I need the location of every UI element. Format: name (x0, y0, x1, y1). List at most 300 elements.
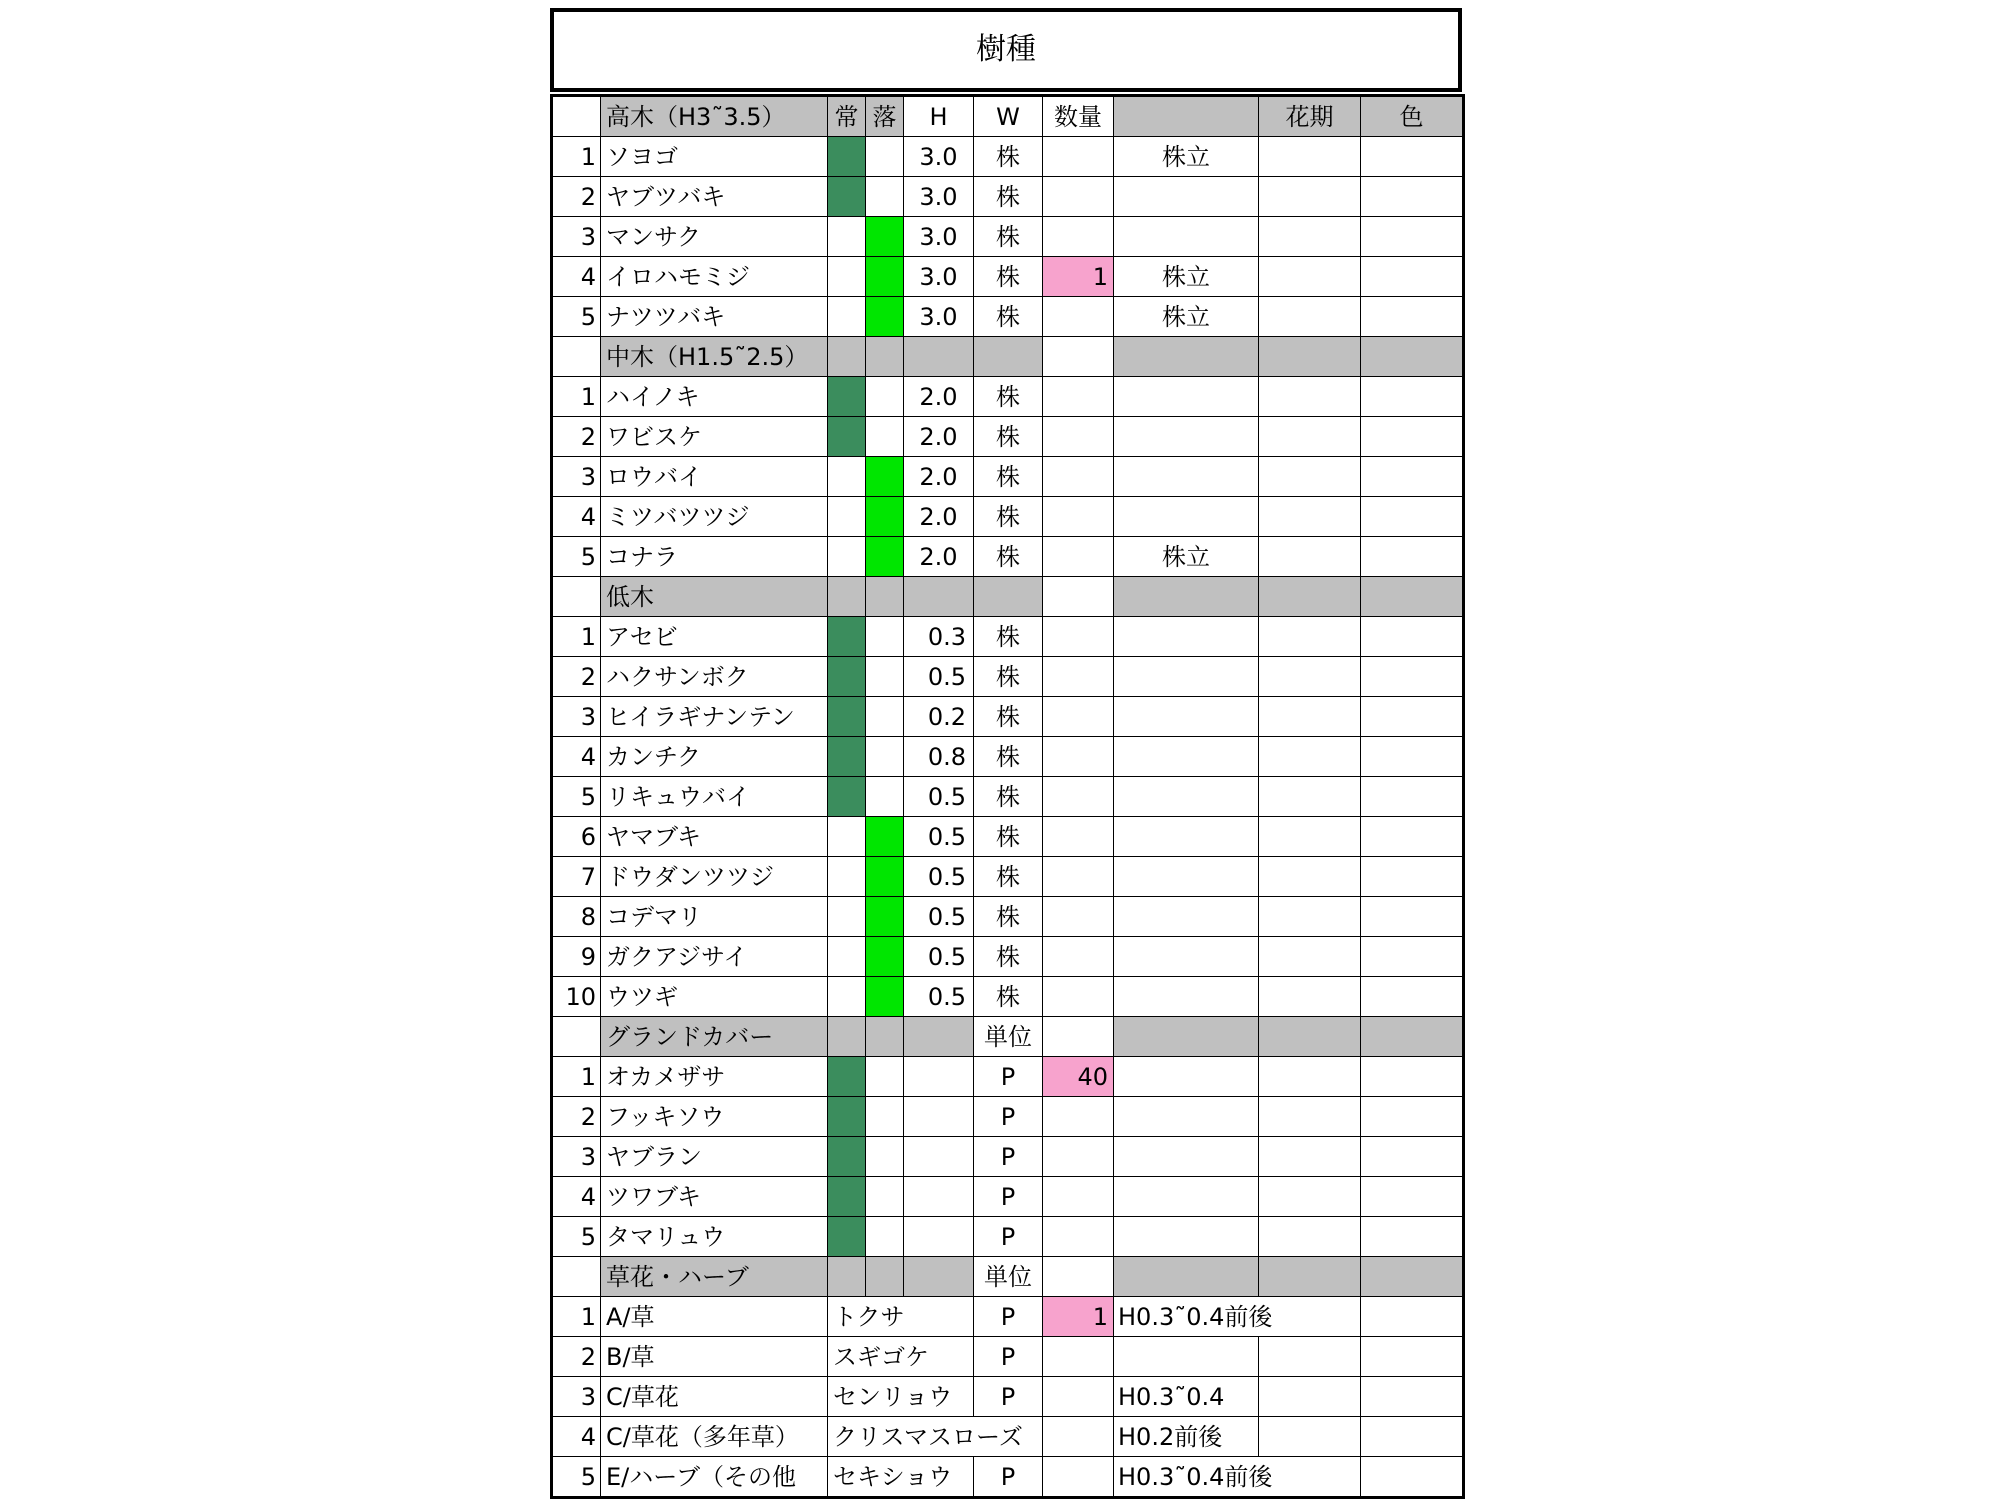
deciduous-marker (866, 857, 904, 897)
plant-name: C/草花 (601, 1377, 828, 1417)
deciduous-marker (866, 497, 904, 537)
row-number: 1 (552, 137, 601, 177)
plant-name: イロハモミジ (601, 257, 828, 297)
note-cell: H0.3˜0.4 (1114, 1377, 1259, 1417)
color-cell (1361, 1417, 1464, 1457)
title-box (550, 8, 1462, 92)
table-row (552, 1337, 1464, 1377)
section-label: 草花・ハーブ (601, 1257, 828, 1297)
quantity-header (1043, 337, 1114, 377)
height-cell (904, 1137, 974, 1177)
unit-cell: P (974, 1297, 1043, 1337)
color-cell (1361, 1217, 1464, 1257)
flowering-cell (1259, 497, 1361, 537)
variety-name: クリスマスローズ (828, 1417, 1043, 1457)
unit-cell: 株 (974, 977, 1043, 1017)
quantity-header (1043, 577, 1114, 617)
note-cell: H0.3˜0.4前後 (1114, 1297, 1361, 1337)
note-header (1114, 577, 1259, 617)
plant-name: アセビ (601, 617, 828, 657)
flowering-cell (1259, 1097, 1361, 1137)
plant-name: リキュウバイ (601, 777, 828, 817)
flowering-cell (1259, 137, 1361, 177)
height-header (904, 337, 974, 377)
blank-cell (552, 577, 601, 617)
table-row (552, 857, 1464, 897)
note-cell (1114, 457, 1259, 497)
color-cell (1361, 897, 1464, 937)
evergreen-header (828, 1017, 866, 1057)
page-title: 樹種 (976, 32, 1036, 67)
plant-name: ウツギ (601, 977, 828, 1017)
tree-species-table (550, 94, 1465, 1499)
row-number: 2 (552, 417, 601, 457)
color-cell (1361, 1137, 1464, 1177)
evergreen-marker (828, 857, 866, 897)
unit-header: W (974, 96, 1043, 137)
color-cell (1361, 417, 1464, 457)
row-number: 3 (552, 1377, 601, 1417)
height-cell: 3.0 (904, 217, 974, 257)
row-number: 4 (552, 737, 601, 777)
note-cell (1114, 177, 1259, 217)
note-cell (1114, 1057, 1259, 1097)
color-cell (1361, 857, 1464, 897)
flowering-cell (1259, 537, 1361, 577)
evergreen-marker (828, 817, 866, 857)
color-header (1361, 1257, 1464, 1297)
unit-cell: 株 (974, 777, 1043, 817)
flowering-cell (1259, 1417, 1361, 1457)
section-header-row (552, 577, 1464, 617)
height-header (904, 1017, 974, 1057)
flowering-cell (1259, 1377, 1361, 1417)
evergreen-marker (828, 457, 866, 497)
deciduous-header (866, 577, 904, 617)
table-row (552, 817, 1464, 857)
height-cell (904, 1177, 974, 1217)
evergreen-marker (828, 737, 866, 777)
height-cell: 0.5 (904, 857, 974, 897)
blank-cell (552, 96, 601, 137)
deciduous-marker (866, 1057, 904, 1097)
quantity-cell (1043, 217, 1114, 257)
section-header-row (552, 337, 1464, 377)
table-row (552, 897, 1464, 937)
flowering-cell (1259, 457, 1361, 497)
flowering-cell (1259, 257, 1361, 297)
evergreen-marker (828, 697, 866, 737)
unit-cell: P (974, 1337, 1043, 1377)
quantity-cell (1043, 1097, 1114, 1137)
evergreen-marker (828, 977, 866, 1017)
quantity-cell (1043, 1137, 1114, 1177)
row-number: 10 (552, 977, 601, 1017)
height-cell: 0.5 (904, 897, 974, 937)
note-header (1114, 1257, 1259, 1297)
quantity-cell (1043, 1177, 1114, 1217)
note-cell: 株立 (1114, 137, 1259, 177)
color-cell (1361, 1057, 1464, 1097)
deciduous-header (866, 337, 904, 377)
deciduous-marker (866, 137, 904, 177)
quantity-cell (1043, 777, 1114, 817)
note-cell: H0.2前後 (1114, 1417, 1259, 1457)
plant-name: オカメザサ (601, 1057, 828, 1097)
plant-name: B/草 (601, 1337, 828, 1377)
plant-name: ヤマブキ (601, 817, 828, 857)
flowering-cell (1259, 937, 1361, 977)
flowering-header (1259, 1017, 1361, 1057)
quantity-cell (1043, 657, 1114, 697)
deciduous-marker (866, 217, 904, 257)
quantity-cell (1043, 897, 1114, 937)
quantity-header (1043, 1017, 1114, 1057)
quantity-cell (1043, 1377, 1114, 1417)
color-cell (1361, 1337, 1464, 1377)
unit-cell: 株 (974, 657, 1043, 697)
table-row (552, 377, 1464, 417)
deciduous-marker (866, 617, 904, 657)
color-cell (1361, 657, 1464, 697)
note-cell: 株立 (1114, 537, 1259, 577)
row-number: 5 (552, 537, 601, 577)
quantity-cell: 40 (1043, 1057, 1114, 1097)
plant-name: ヒイラギナンテン (601, 697, 828, 737)
plant-name: C/草花（多年草） (601, 1417, 828, 1457)
deciduous-marker (866, 257, 904, 297)
note-cell (1114, 1097, 1259, 1137)
height-cell: 2.0 (904, 417, 974, 457)
evergreen-marker (828, 217, 866, 257)
row-number: 5 (552, 297, 601, 337)
deciduous-marker (866, 537, 904, 577)
height-cell: 2.0 (904, 497, 974, 537)
height-cell: 0.5 (904, 777, 974, 817)
row-number: 5 (552, 1217, 601, 1257)
unit-cell: 株 (974, 897, 1043, 937)
row-number: 2 (552, 657, 601, 697)
color-cell (1361, 617, 1464, 657)
color-cell (1361, 537, 1464, 577)
unit-cell: 株 (974, 857, 1043, 897)
evergreen-marker (828, 777, 866, 817)
color-cell (1361, 1297, 1464, 1337)
plant-name: ワビスケ (601, 417, 828, 457)
color-cell (1361, 1457, 1464, 1498)
flowering-cell (1259, 417, 1361, 457)
evergreen-header (828, 577, 866, 617)
color-cell (1361, 697, 1464, 737)
flowering-cell (1259, 1137, 1361, 1177)
note-cell (1114, 217, 1259, 257)
plant-name: A/草 (601, 1297, 828, 1337)
note-cell (1114, 377, 1259, 417)
height-cell: 0.5 (904, 817, 974, 857)
table-row (552, 617, 1464, 657)
quantity-cell (1043, 177, 1114, 217)
flowering-header (1259, 577, 1361, 617)
quantity-header (1043, 1257, 1114, 1297)
evergreen-marker (828, 657, 866, 697)
section-label: 低木 (601, 577, 828, 617)
deciduous-marker (866, 657, 904, 697)
color-cell (1361, 937, 1464, 977)
quantity-cell (1043, 817, 1114, 857)
height-cell: 3.0 (904, 257, 974, 297)
evergreen-marker (828, 617, 866, 657)
deciduous-marker (866, 297, 904, 337)
quantity-cell (1043, 1417, 1114, 1457)
height-cell: 3.0 (904, 297, 974, 337)
table-row (552, 257, 1464, 297)
quantity-header: 数量 (1043, 96, 1114, 137)
note-cell (1114, 1177, 1259, 1217)
evergreen-marker (828, 1057, 866, 1097)
flowering-cell (1259, 177, 1361, 217)
color-cell (1361, 177, 1464, 217)
plant-name: ソヨゴ (601, 137, 828, 177)
note-cell (1114, 777, 1259, 817)
table-row (552, 177, 1464, 217)
note-cell (1114, 697, 1259, 737)
height-cell: 3.0 (904, 177, 974, 217)
row-number: 4 (552, 497, 601, 537)
evergreen-header (828, 337, 866, 377)
height-cell (904, 1097, 974, 1137)
note-cell (1114, 937, 1259, 977)
evergreen-header (828, 1257, 866, 1297)
plant-name: ヤブツバキ (601, 177, 828, 217)
flowering-header (1259, 337, 1361, 377)
height-cell: 0.5 (904, 657, 974, 697)
plant-name: カンチク (601, 737, 828, 777)
height-cell: 0.2 (904, 697, 974, 737)
evergreen-marker (828, 297, 866, 337)
note-cell (1114, 817, 1259, 857)
color-cell (1361, 1177, 1464, 1217)
note-cell (1114, 1217, 1259, 1257)
note-cell (1114, 497, 1259, 537)
color-cell (1361, 817, 1464, 857)
flowering-cell (1259, 1177, 1361, 1217)
quantity-cell (1043, 497, 1114, 537)
row-number: 5 (552, 1457, 601, 1498)
flowering-header: 花期 (1259, 96, 1361, 137)
unit-cell: 株 (974, 737, 1043, 777)
quantity-cell: 1 (1043, 1297, 1114, 1337)
row-number: 3 (552, 217, 601, 257)
height-cell: 0.8 (904, 737, 974, 777)
evergreen-marker (828, 1217, 866, 1257)
color-cell (1361, 457, 1464, 497)
plant-name: ドウダンツツジ (601, 857, 828, 897)
color-cell (1361, 1377, 1464, 1417)
quantity-cell (1043, 137, 1114, 177)
flowering-cell (1259, 777, 1361, 817)
plant-name: フッキソウ (601, 1097, 828, 1137)
deciduous-marker (866, 697, 904, 737)
unit-header (974, 577, 1043, 617)
quantity-cell (1043, 937, 1114, 977)
table-row (552, 697, 1464, 737)
quantity-cell (1043, 297, 1114, 337)
height-header (904, 1257, 974, 1297)
height-cell: 2.0 (904, 377, 974, 417)
flowering-cell (1259, 897, 1361, 937)
row-number: 7 (552, 857, 601, 897)
row-number: 1 (552, 1057, 601, 1097)
plant-name: ハイノキ (601, 377, 828, 417)
flowering-header (1259, 1257, 1361, 1297)
quantity-cell: 1 (1043, 257, 1114, 297)
table-row (552, 497, 1464, 537)
unit-cell: 株 (974, 697, 1043, 737)
unit-header (974, 337, 1043, 377)
plant-name: マンサク (601, 217, 828, 257)
row-number: 2 (552, 1337, 601, 1377)
color-cell (1361, 137, 1464, 177)
note-cell (1114, 657, 1259, 697)
color-header (1361, 577, 1464, 617)
unit-cell: 株 (974, 497, 1043, 537)
table-row (552, 777, 1464, 817)
height-cell: 2.0 (904, 457, 974, 497)
deciduous-marker (866, 1217, 904, 1257)
quantity-cell (1043, 977, 1114, 1017)
note-cell: 株立 (1114, 297, 1259, 337)
blank-cell (552, 1017, 601, 1057)
color-cell (1361, 977, 1464, 1017)
unit-header: 単位 (974, 1017, 1043, 1057)
flowering-cell (1259, 377, 1361, 417)
table-row (552, 657, 1464, 697)
color-cell (1361, 1097, 1464, 1137)
plant-name: ツワブキ (601, 1177, 828, 1217)
plant-name: E/ハーブ（その他 (601, 1457, 828, 1498)
unit-cell: P (974, 1057, 1043, 1097)
color-cell (1361, 497, 1464, 537)
flowering-cell (1259, 697, 1361, 737)
plant-name: ロウバイ (601, 457, 828, 497)
row-number: 8 (552, 897, 601, 937)
height-cell: 0.5 (904, 937, 974, 977)
unit-cell: P (974, 1097, 1043, 1137)
deciduous-marker (866, 977, 904, 1017)
row-number: 2 (552, 177, 601, 217)
table-row (552, 417, 1464, 457)
row-number: 1 (552, 1297, 601, 1337)
flowering-cell (1259, 817, 1361, 857)
row-number: 4 (552, 1177, 601, 1217)
quantity-cell (1043, 1337, 1114, 1377)
row-number: 9 (552, 937, 601, 977)
table-body (552, 96, 1464, 1498)
table-row (552, 537, 1464, 577)
note-cell (1114, 857, 1259, 897)
unit-cell: P (974, 1457, 1043, 1498)
row-number: 3 (552, 457, 601, 497)
table-row (552, 737, 1464, 777)
table-row (552, 977, 1464, 1017)
height-cell (904, 1217, 974, 1257)
quantity-cell (1043, 737, 1114, 777)
row-number: 4 (552, 1417, 601, 1457)
color-cell (1361, 777, 1464, 817)
table-row (552, 137, 1464, 177)
deciduous-marker (866, 777, 904, 817)
color-header: 色 (1361, 96, 1464, 137)
unit-cell: 株 (974, 297, 1043, 337)
unit-header: 単位 (974, 1257, 1043, 1297)
section-header-row (552, 1017, 1464, 1057)
deciduous-header (866, 1257, 904, 1297)
row-number: 3 (552, 697, 601, 737)
color-cell (1361, 377, 1464, 417)
row-number: 4 (552, 257, 601, 297)
note-cell (1114, 737, 1259, 777)
quantity-cell (1043, 417, 1114, 457)
flowering-cell (1259, 977, 1361, 1017)
color-cell (1361, 737, 1464, 777)
unit-cell: 株 (974, 617, 1043, 657)
deciduous-marker (866, 417, 904, 457)
note-header (1114, 96, 1259, 137)
quantity-cell (1043, 617, 1114, 657)
evergreen-marker (828, 537, 866, 577)
unit-cell: 株 (974, 817, 1043, 857)
deciduous-marker (866, 457, 904, 497)
unit-cell: P (974, 1177, 1043, 1217)
evergreen-marker (828, 497, 866, 537)
table-row (552, 1057, 1464, 1097)
evergreen-marker (828, 257, 866, 297)
height-cell: 0.5 (904, 977, 974, 1017)
table-row (552, 1177, 1464, 1217)
variety-name: トクサ (828, 1297, 974, 1337)
row-number: 1 (552, 377, 601, 417)
deciduous-marker (866, 897, 904, 937)
unit-cell: 株 (974, 257, 1043, 297)
row-number: 6 (552, 817, 601, 857)
evergreen-marker (828, 937, 866, 977)
plant-name: コデマリ (601, 897, 828, 937)
flowering-cell (1259, 657, 1361, 697)
evergreen-marker (828, 177, 866, 217)
quantity-cell (1043, 1217, 1114, 1257)
note-cell (1114, 977, 1259, 1017)
note-cell (1114, 1337, 1259, 1377)
flowering-cell (1259, 737, 1361, 777)
plant-name: ガクアジサイ (601, 937, 828, 977)
row-number: 3 (552, 1137, 601, 1177)
variety-name: センリョウ (828, 1377, 974, 1417)
deciduous-marker (866, 737, 904, 777)
unit-cell: 株 (974, 457, 1043, 497)
plant-name: コナラ (601, 537, 828, 577)
table-row (552, 457, 1464, 497)
unit-cell: 株 (974, 377, 1043, 417)
plant-name: ナツツバキ (601, 297, 828, 337)
height-cell: 3.0 (904, 137, 974, 177)
table-row (552, 1377, 1464, 1417)
deciduous-marker (866, 937, 904, 977)
evergreen-marker (828, 417, 866, 457)
note-header (1114, 337, 1259, 377)
flowering-cell (1259, 617, 1361, 657)
deciduous-marker (866, 817, 904, 857)
deciduous-header: 落 (866, 96, 904, 137)
